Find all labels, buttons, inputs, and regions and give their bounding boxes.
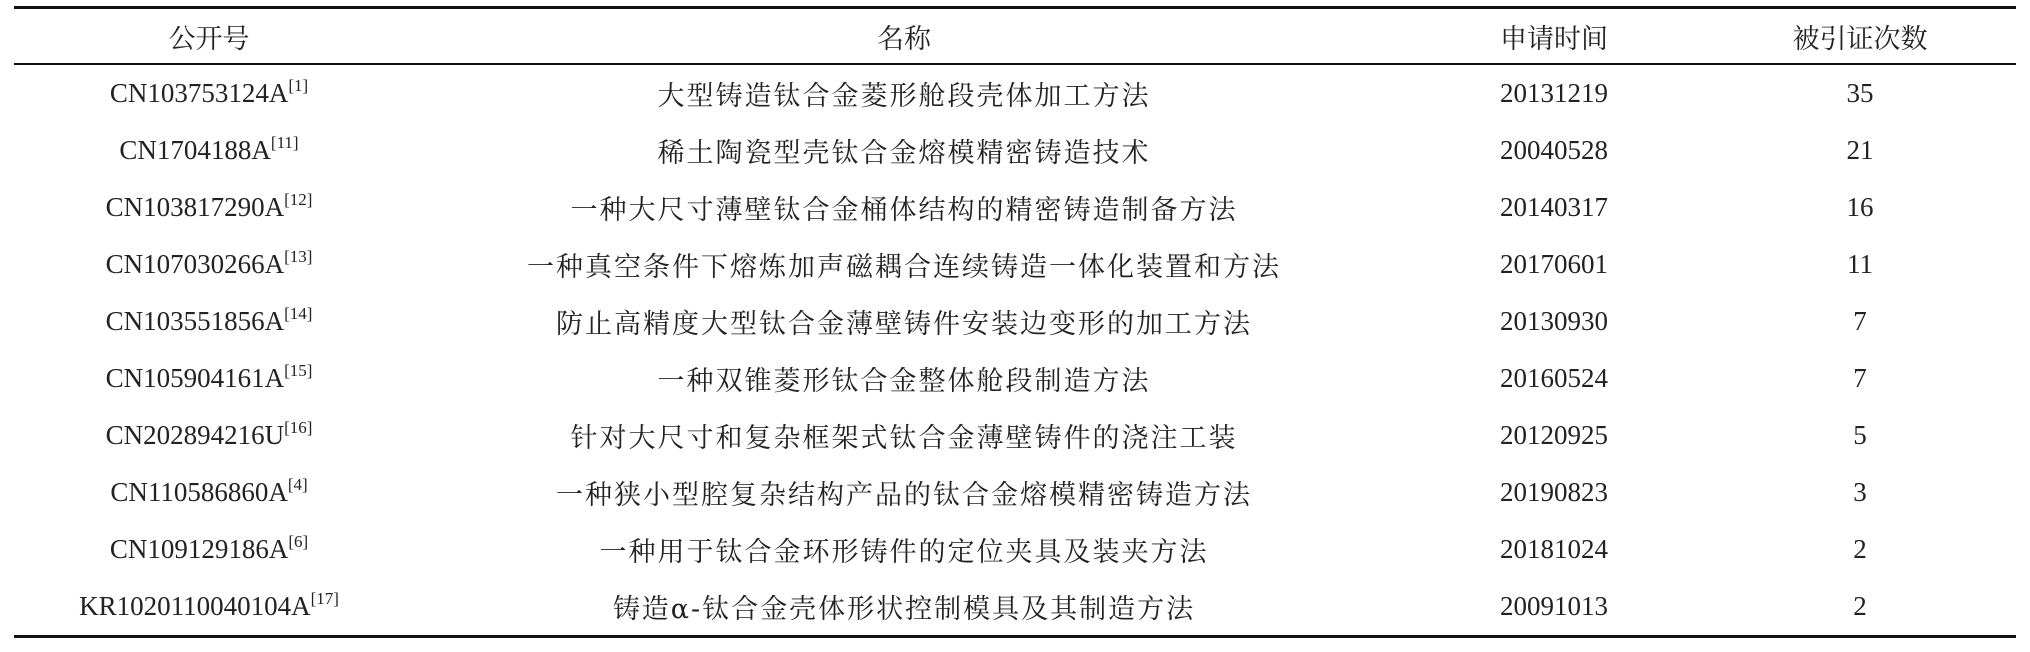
application-date-cell: 20120925 (1500, 420, 1608, 450)
publication-number-cell (14, 64, 404, 122)
publication-number: CN103551856A (105, 306, 285, 336)
citation-count-cell: 16 (1846, 192, 1874, 222)
table-row (14, 64, 2016, 122)
reference-marker: [11] (270, 133, 299, 152)
header-application-date: 申请时间 (1500, 23, 1608, 55)
application-date-cell: 20170601 (1500, 249, 1608, 279)
publication-number: CN1704188A (119, 135, 271, 165)
reference-marker: [17] (310, 589, 339, 608)
patent-table (14, 6, 2016, 638)
header-citation-count: 被引证次数 (1792, 23, 1928, 55)
table-row (14, 350, 2016, 407)
reference-marker: [13] (284, 247, 313, 266)
header-row (14, 8, 2016, 65)
publication-number: CN107030266A (105, 249, 285, 279)
reference-marker: [16] (284, 418, 313, 437)
application-date-cell: 20160524 (1500, 363, 1608, 393)
table-header (14, 8, 2016, 65)
title-cell: 防止高精度大型钛合金薄壁铸件安装边变形的加工方法 (556, 309, 1252, 340)
application-date-cell: 20130930 (1500, 306, 1608, 336)
citation-count-cell: 7 (1853, 363, 1867, 393)
table-body (14, 64, 2016, 637)
publication-number-cell (14, 464, 404, 521)
table-row (14, 293, 2016, 350)
table-row (14, 122, 2016, 179)
application-date-cell: 20131219 (1500, 78, 1608, 108)
publication-number-cell (14, 293, 404, 350)
title-cell: 稀土陶瓷型壳钛合金熔模精密铸造技术 (657, 138, 1151, 169)
application-date-cell: 20190823 (1500, 477, 1608, 507)
table-row (14, 464, 2016, 521)
reference-marker: [12] (284, 190, 313, 209)
publication-number-cell (14, 236, 404, 293)
publication-number-cell (14, 521, 404, 578)
publication-number: KR1020110040104A (79, 591, 311, 621)
reference-marker: [4] (287, 475, 308, 494)
citation-count-cell: 5 (1853, 420, 1867, 450)
publication-number-cell (14, 122, 404, 179)
reference-marker: [14] (284, 304, 313, 323)
publication-number: CN103817290A (105, 192, 285, 222)
application-date-cell: 20140317 (1500, 192, 1608, 222)
publication-number: CN103753124A (109, 78, 289, 108)
publication-number: CN109129186A (109, 534, 289, 564)
title-cell: 针对大尺寸和复杂框架式钛合金薄壁铸件的浇注工装 (570, 423, 1238, 454)
table-row (14, 179, 2016, 236)
title-cell: 一种用于钛合金环形铸件的定位夹具及装夹方法 (599, 537, 1209, 568)
table-row (14, 521, 2016, 578)
header-title: 名称 (877, 23, 931, 55)
table-row (14, 236, 2016, 293)
application-date-cell: 20181024 (1500, 534, 1608, 564)
publication-number-cell (14, 179, 404, 236)
title-cell: 一种双锥菱形钛合金整体舱段制造方法 (657, 366, 1151, 397)
publication-number: CN202894216U (105, 420, 285, 450)
publication-number-cell (14, 350, 404, 407)
reference-marker: [1] (288, 76, 309, 95)
citation-count-cell: 21 (1846, 135, 1874, 165)
citation-count-cell: 2 (1853, 534, 1867, 564)
reference-marker: [15] (284, 361, 313, 380)
table-row (14, 407, 2016, 464)
header-publication-number: 公开号 (168, 23, 250, 55)
table-row (14, 578, 2016, 637)
application-date-cell: 20091013 (1500, 591, 1608, 621)
title-cell: 一种狭小型腔复杂结构产品的钛合金熔模精密铸造方法 (556, 480, 1252, 511)
citation-count-cell: 11 (1847, 249, 1873, 279)
citation-count-cell: 35 (1846, 78, 1874, 108)
title-cell: 铸造α-钛合金壳体形状控制模具及其制造方法 (612, 594, 1196, 625)
citation-count-cell: 7 (1853, 306, 1867, 336)
publication-number-cell (14, 578, 404, 637)
publication-number: CN105904161A (105, 363, 285, 393)
title-cell: 一种真空条件下熔炼加声磁耦合连续铸造一体化装置和方法 (527, 252, 1281, 283)
citation-count-cell: 2 (1853, 591, 1867, 621)
application-date-cell: 20040528 (1500, 135, 1608, 165)
title-cell: 一种大尺寸薄壁钛合金桶体结构的精密铸造制备方法 (570, 195, 1238, 226)
citation-count-cell: 3 (1853, 477, 1867, 507)
title-cell: 大型铸造钛合金菱形舱段壳体加工方法 (657, 81, 1151, 112)
reference-marker: [6] (288, 532, 309, 551)
publication-number: CN110586860A (110, 477, 288, 507)
publication-number-cell (14, 407, 404, 464)
